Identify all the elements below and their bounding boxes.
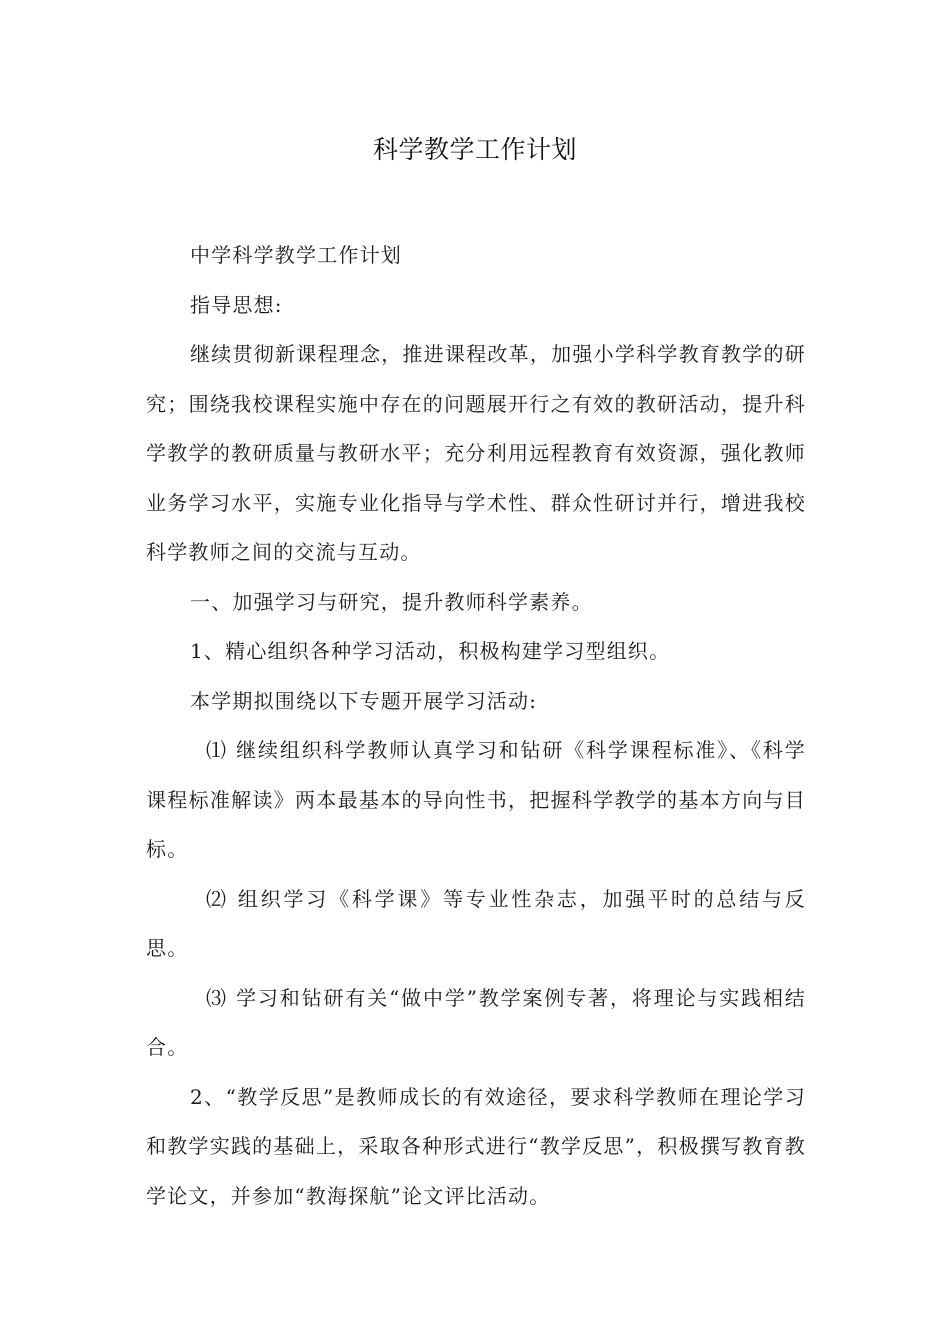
guiding-thought-paragraph: 继续贯彻新课程理念，推进课程改革，加强小学科学教育教学的研究；围绕我校课程实施中存在的问题展开行之有效的教研活动，提升科学教学的教研质量与教研水平；充分利用远程教育有效资源，强化教师业务学习水平，实施专业化指导与学术性、群众性研讨并行，增进我校科学教师之间的交流与互动。 <box>146 342 806 564</box>
study-topics-intro: 本学期拟围绕以下专题开展学习活动: <box>190 688 538 713</box>
subtitle-paragraph: 中学科学教学工作计划 <box>190 243 402 267</box>
guiding-thought-heading: 指导思想: <box>190 292 283 317</box>
item-one-paragraph: 1、精心组织各种学习活动，积极构建学习型组织。 <box>190 639 671 663</box>
study-topic-3: ⑶ 学习和钻研有关“做中学”教学案例专著，将理论与实践相结合。 <box>146 985 806 1059</box>
study-topic-2: ⑵ 组织学习《科学课》等专业性杂志，加强平时的总结与反思。 <box>146 886 806 960</box>
study-topic-1: ⑴ 继续组织科学教师认真学习和钻研《科学课程标准》、《科学课程标准解读》两本最基本的导向性书，把握科学教学的基本方向与目标。 <box>146 738 806 861</box>
document-body <box>146 231 806 1221</box>
document-title: 科学教学工作计划 <box>372 135 577 164</box>
item-two-paragraph: 2、“教学反思”是教师成长的有效途径，要求科学教师在理论学习和教学实践的基础上，采取各种形式进行“教学反思”，积极撰写教育教学论文，并参加“教海探航”论文评比活动。 <box>146 1084 806 1208</box>
section-one-heading: 一、加强学习与研究，提升教师科学素养。 <box>190 589 593 614</box>
